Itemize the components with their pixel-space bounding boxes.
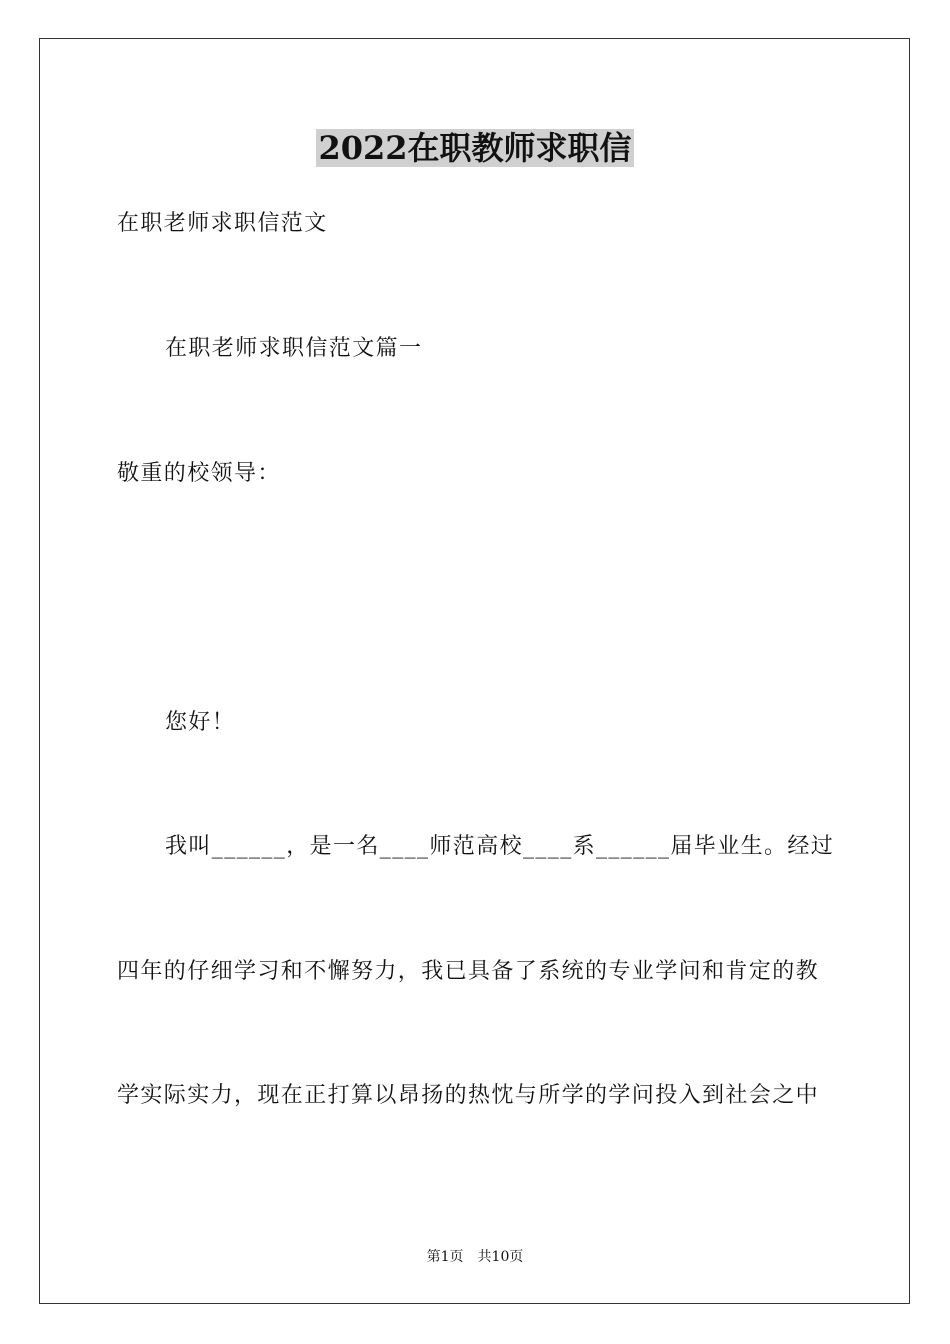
- document-title: [0, 126, 950, 170]
- salutation: 敬重的校领导：: [117, 461, 281, 486]
- section-heading: 在职老师求职信范文篇一: [165, 336, 423, 361]
- body-line-3: 学实际实力，现在正打算以昂扬的热忱与所学的学问投入到社会之中: [117, 1083, 820, 1108]
- page-total: 共10页: [477, 1249, 524, 1265]
- document-title-text: 2022在职教师求职信: [318, 129, 632, 167]
- page-number: 第1页: [426, 1249, 464, 1265]
- page-footer: [0, 1247, 950, 1267]
- body-line-2: 四年的仔细学习和不懈努力，我已具备了系统的专业学问和肯定的教: [117, 959, 820, 984]
- greeting: 您好！: [165, 710, 236, 735]
- body-line-1: 我叫______，是一名____师范高校____系______届毕业生。经过: [165, 834, 835, 859]
- document-subtitle: 在职老师求职信范文: [117, 211, 328, 236]
